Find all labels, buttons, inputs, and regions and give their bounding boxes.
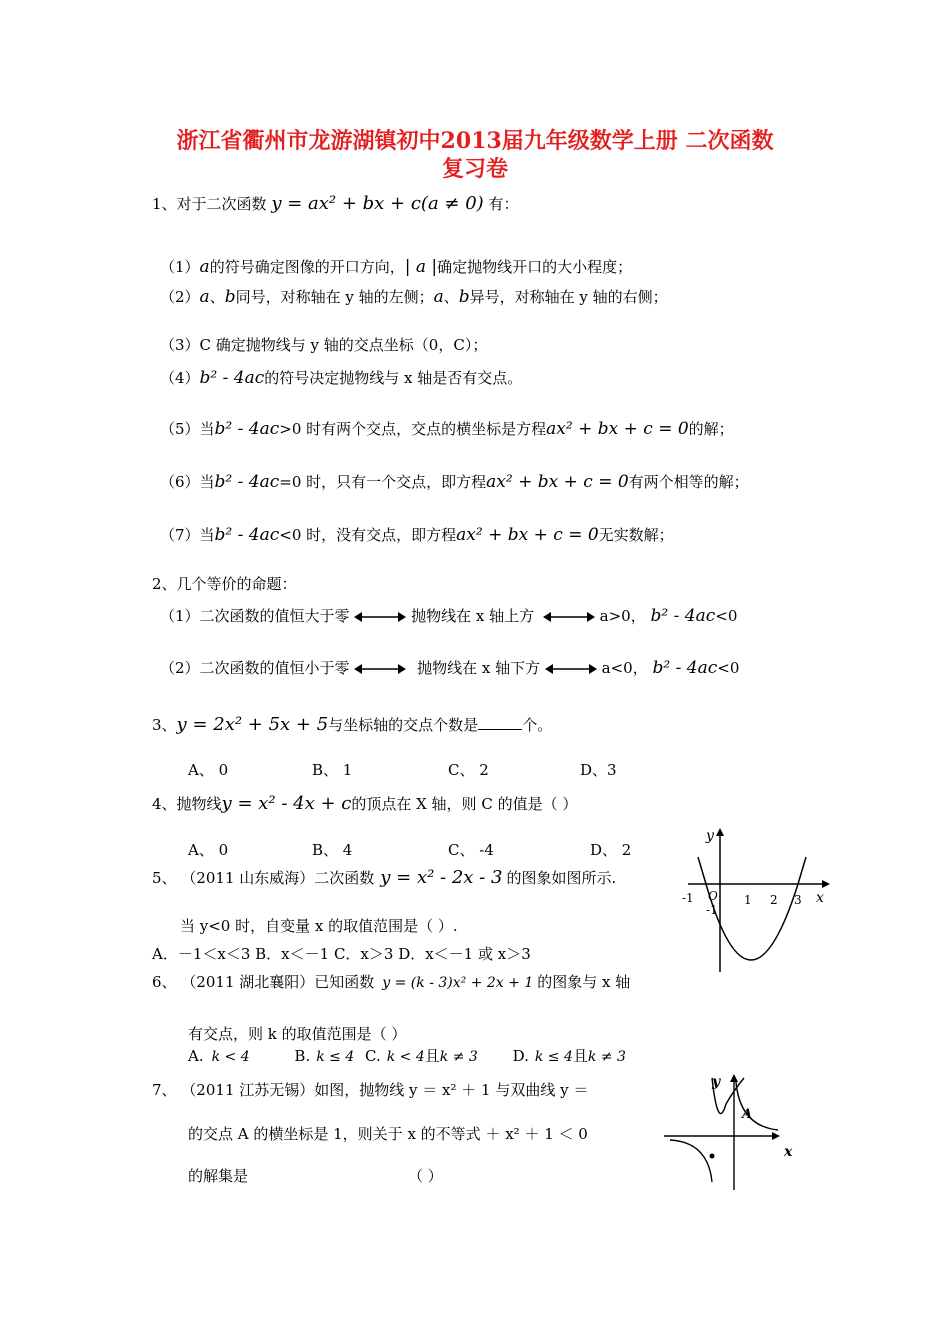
q-num: 3、 [152, 716, 177, 734]
x-label: x [816, 890, 824, 906]
q-num: 4、抛物线 [152, 795, 222, 813]
answer-blank[interactable] [478, 715, 522, 730]
q1-intro [152, 194, 518, 214]
q1-item-3: （3）C 确定抛物线与 y 轴的交点坐标（0，C）； [160, 336, 488, 354]
q6-condition: 有交点，则 k 的取值范围是（ ） [188, 1025, 407, 1043]
q7-stem: 7、 （2011 江苏无锡）如图，抛物线 y ＝ x² ＋ 1 与双曲线 y ＝ [152, 1081, 589, 1099]
discriminant: b² - 4ac [214, 419, 280, 439]
q5-parabola-figure [678, 822, 838, 982]
q-text: 6、 （2011 湖北襄阳）已知函数 [152, 973, 375, 991]
q4-stem [152, 794, 577, 814]
sep: 、 [209, 288, 225, 306]
q3-formula: y = 2x² + 5x + 5 [176, 714, 329, 735]
row-text: <0 [715, 607, 738, 625]
q5-formula: y = x² - 2x - 3 [380, 867, 503, 888]
row-text: （1）二次函数的值恒大于零 [160, 607, 350, 625]
double-arrow-icon [354, 663, 406, 675]
row-text: a<0， [601, 659, 648, 677]
symbol-a: a [433, 287, 444, 307]
q6-formula: y = (k - 3)x² + 2x + 1 [382, 975, 534, 991]
tick-label: 1 [744, 893, 752, 907]
q2-row-2 [160, 658, 739, 678]
q4-option-a[interactable]: A、 0 [188, 841, 229, 859]
item-text: 的符号决定抛物线与 x 轴是否有交点。 [264, 369, 523, 387]
q1-item-5 [160, 419, 734, 439]
symbol-a: a [199, 287, 210, 307]
q2-row-1 [160, 606, 737, 626]
item-text: 确定抛物线开口的大小程度； [437, 258, 633, 276]
q3-option-a[interactable]: A、 0 [188, 761, 229, 779]
q3-option-c[interactable]: C、 2 [448, 761, 489, 779]
option-text: 且 [424, 1047, 440, 1065]
q1-formula: y = ax² + bx + c(a ≠ 0) [271, 193, 484, 214]
row-text: <0 [717, 659, 740, 677]
row-text: 抛物线在 x 轴上方 [411, 607, 535, 625]
abs-a: | a | [404, 257, 438, 277]
q1-item-4 [160, 368, 522, 388]
discriminant: b² - 4ac [199, 368, 265, 388]
answer-paren[interactable]: （ ） [408, 1167, 443, 1185]
option-formula: k ≤ 4 [534, 1049, 573, 1065]
q7-stem-3 [188, 1166, 443, 1186]
item-num: （6）当 [160, 473, 215, 491]
item-text: <0 时，没有交点，即方程 [279, 526, 457, 544]
title-line-2: 复习卷 [441, 156, 508, 182]
equation: ax² + bx + c = 0 [486, 472, 629, 492]
option-formula: k < 4 [211, 1049, 250, 1065]
y-tick-label: -1 [706, 903, 718, 917]
row-text: a>0， [599, 607, 646, 625]
q4-formula: y = x² - 4x + c [221, 793, 352, 814]
option-text: 且 [572, 1047, 588, 1065]
parabola-curve-ends [698, 857, 806, 884]
q-text: 个。 [522, 716, 553, 734]
discriminant: b² - 4ac [652, 658, 718, 678]
item-num: （4） [160, 369, 200, 387]
double-arrow-icon [545, 663, 597, 675]
item-text: >0 时有两个交点，交点的横坐标是方程 [279, 420, 547, 438]
x-axis-arrow [822, 880, 830, 888]
q1-item-2 [160, 287, 668, 307]
tick-label: -1 [682, 891, 694, 905]
q1-intro-text: 1、对于二次函数 [152, 195, 267, 213]
double-arrow-icon [354, 611, 406, 623]
point-a-label: A [742, 1107, 753, 1122]
equation: ax² + bx + c = 0 [546, 419, 689, 439]
item-num: （7）当 [160, 526, 215, 544]
q1-intro-end: 有： [488, 195, 519, 213]
item-num: （2） [160, 288, 200, 306]
row-text: 抛物线在 x 轴下方 [417, 659, 541, 677]
option-formula: k ≠ 3 [587, 1049, 626, 1065]
double-arrow-icon [543, 611, 595, 623]
hyperbola-branch-2 [670, 1140, 712, 1182]
q-text: 与坐标轴的交点个数是 [328, 716, 479, 734]
item-num: （1） [160, 258, 200, 276]
discriminant: b² - 4ac [214, 472, 280, 492]
item-text: 同号，对称轴在 y 轴的左侧； [235, 288, 434, 306]
option-formula: k ≤ 4 [316, 1049, 355, 1065]
symbol-b: b [458, 287, 470, 307]
q4-option-d[interactable]: D、 2 [590, 841, 632, 859]
q7-stem-2: 的交点 A 的横坐标是 1，则关于 x 的不等式 ＋ x² ＋ 1 ＜ 0 [188, 1125, 588, 1143]
option-formula: k ≠ 3 [439, 1049, 478, 1065]
option-label: A. [188, 1047, 204, 1065]
item-text: =0 时，只有一个交点，即方程 [279, 473, 487, 491]
q5-stem [152, 868, 616, 888]
title-line-1: 浙江省衢州市龙游湖镇初中2013届九年级数学上册 二次函数 [176, 128, 774, 154]
item-text: 无实数解； [598, 526, 674, 544]
item-text: 的符号确定图像的开口方向， [209, 258, 405, 276]
x-label: x [784, 1144, 793, 1160]
sep: 、 [443, 288, 459, 306]
q-text: 的顶点在 X 轴，则 C 的值是（ ） [351, 795, 578, 813]
y-label: y [706, 828, 714, 844]
q-text: 的图象如图所示. [506, 869, 617, 887]
equation: ax² + bx + c = 0 [456, 525, 599, 545]
symbol-a: a [199, 257, 210, 277]
y-label: y [712, 1074, 721, 1090]
option-label: B. [294, 1047, 311, 1065]
item-text: 的解； [688, 420, 734, 438]
q3-stem [152, 715, 552, 735]
y-axis-arrow [730, 1074, 738, 1082]
q6-options[interactable] [188, 1046, 626, 1067]
option-label: D. [512, 1047, 529, 1065]
item-text: 异号，对称轴在 y 轴的右侧； [469, 288, 668, 306]
q3-option-d[interactable]: D、3 [580, 761, 617, 779]
q-text: 5、 （2011 山东威海）二次函数 [152, 869, 375, 887]
q5-options[interactable]: A．－1＜x＜3 B．x＜－1 C．x＞3 D．x＜－1 或 x＞3 [152, 945, 531, 963]
q4-option-c[interactable]: C、 -4 [448, 841, 494, 859]
q4-option-b[interactable]: B、 4 [312, 841, 353, 859]
q-text: 的图象与 x 轴 [537, 973, 631, 991]
q-text: 的解集是 [188, 1167, 249, 1185]
row-text: （2）二次函数的值恒小于零 [160, 659, 350, 677]
x-axis-arrow [772, 1132, 780, 1140]
option-formula: k < 4 [386, 1049, 425, 1065]
hyperbola-branch-1 [736, 1082, 778, 1130]
discriminant: b² - 4ac [650, 606, 716, 626]
q5-condition: 当 y<0 时，自变量 x 的取值范围是（ ）. [180, 917, 458, 935]
item-text: 有两个相等的解； [628, 473, 749, 491]
q1-item-6 [160, 472, 749, 492]
discriminant: b² - 4ac [214, 525, 280, 545]
q1-item-7 [160, 525, 674, 545]
q7-figure [660, 1068, 800, 1192]
point [710, 1154, 715, 1159]
q3-option-b[interactable]: B、 1 [312, 761, 353, 779]
symbol-b: b [224, 287, 236, 307]
y-axis-arrow [716, 828, 724, 836]
q1-item-1 [160, 257, 632, 277]
q2-heading: 2、几个等价的命题： [152, 575, 297, 593]
item-num: （5）当 [160, 420, 215, 438]
option-label: C. [365, 1047, 381, 1065]
tick-label: 2 [770, 893, 778, 907]
tick-label: 3 [794, 893, 802, 907]
origin-label: O [708, 889, 718, 903]
q6-stem [152, 972, 630, 993]
